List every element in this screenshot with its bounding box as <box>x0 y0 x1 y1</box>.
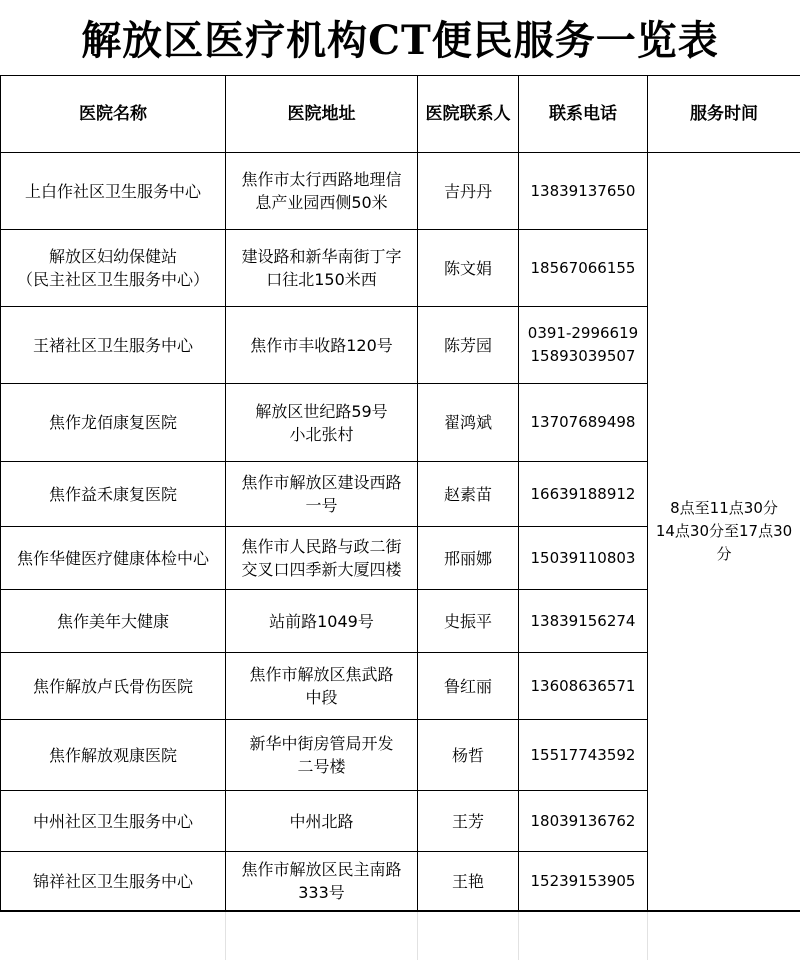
header-phone: 联系电话 <box>519 76 648 153</box>
contact-person: 王芳 <box>418 791 519 852</box>
phone-number: 15039110803 <box>519 527 648 590</box>
header-hospital-name: 医院名称 <box>1 76 226 153</box>
page-title: 解放区医疗机构CT便民服务一览表 <box>0 0 800 75</box>
hospital-name: 锦祥社区卫生服务中心 <box>1 852 226 911</box>
hospital-address: 建设路和新华南街丁字 口往北150米西 <box>226 230 418 307</box>
phone-number: 13608636571 <box>519 653 648 720</box>
contact-person: 陈文娟 <box>418 230 519 307</box>
hospital-address: 焦作市丰收路120号 <box>226 307 418 384</box>
contact-person: 杨哲 <box>418 720 519 791</box>
hospital-address: 中州北路 <box>226 791 418 852</box>
contact-person: 陈芳园 <box>418 307 519 384</box>
hospital-address: 焦作市太行西路地理信 息产业园西侧50米 <box>226 153 418 230</box>
contact-person: 赵素苗 <box>418 462 519 527</box>
hospital-name: 王褚社区卫生服务中心 <box>1 307 226 384</box>
phone-number: 18039136762 <box>519 791 648 852</box>
hospital-name: 焦作龙佰康复医院 <box>1 384 226 462</box>
phone-number: 13839137650 <box>519 153 648 230</box>
service-hours: 8点至11点30分 14点30分至17点30分 <box>648 153 800 911</box>
header-row <box>1 76 800 153</box>
contact-person: 王艳 <box>418 852 519 911</box>
phone-number: 15239153905 <box>519 852 648 911</box>
gridline <box>417 912 418 960</box>
hospital-address: 站前路1049号 <box>226 590 418 653</box>
phone-number: 13839156274 <box>519 590 648 653</box>
hospital-address: 焦作市人民路与政二街 交叉口四季新大厦四楼 <box>226 527 418 590</box>
header-contact-person: 医院联系人 <box>418 76 519 153</box>
phone-number: 13707689498 <box>519 384 648 462</box>
contact-person: 邢丽娜 <box>418 527 519 590</box>
hospital-name: 焦作解放卢氏骨伤医院 <box>1 653 226 720</box>
empty-grid-area <box>0 911 800 960</box>
phone-number: 15517743592 <box>519 720 648 791</box>
hospital-address: 焦作市解放区焦武路 中段 <box>226 653 418 720</box>
hospital-name: 焦作美年大健康 <box>1 590 226 653</box>
phone-number: 0391-2996619 15893039507 <box>519 307 648 384</box>
hospital-name: 中州社区卫生服务中心 <box>1 791 226 852</box>
table-row <box>1 153 800 230</box>
hospital-address: 焦作市解放区建设西路 一号 <box>226 462 418 527</box>
contact-person: 史振平 <box>418 590 519 653</box>
hospital-name: 上白作社区卫生服务中心 <box>1 153 226 230</box>
gridline <box>225 912 226 960</box>
contact-person: 翟鸿斌 <box>418 384 519 462</box>
header-hospital-address: 医院地址 <box>226 76 418 153</box>
gridline <box>518 912 519 960</box>
hospital-table <box>0 75 800 911</box>
phone-number: 18567066155 <box>519 230 648 307</box>
hospital-name: 解放区妇幼保健站 （民主社区卫生服务中心） <box>1 230 226 307</box>
hospital-name: 焦作华健医疗健康体检中心 <box>1 527 226 590</box>
contact-person: 鲁红丽 <box>418 653 519 720</box>
hospital-name: 焦作益禾康复医院 <box>1 462 226 527</box>
hospital-name: 焦作解放观康医院 <box>1 720 226 791</box>
gridline <box>647 912 648 960</box>
contact-person: 吉丹丹 <box>418 153 519 230</box>
phone-number: 16639188912 <box>519 462 648 527</box>
header-service-hours: 服务时间 <box>648 76 800 153</box>
hospital-address: 解放区世纪路59号 小北张村 <box>226 384 418 462</box>
hospital-address: 新华中街房管局开发 二号楼 <box>226 720 418 791</box>
hospital-address: 焦作市解放区民主南路 333号 <box>226 852 418 911</box>
